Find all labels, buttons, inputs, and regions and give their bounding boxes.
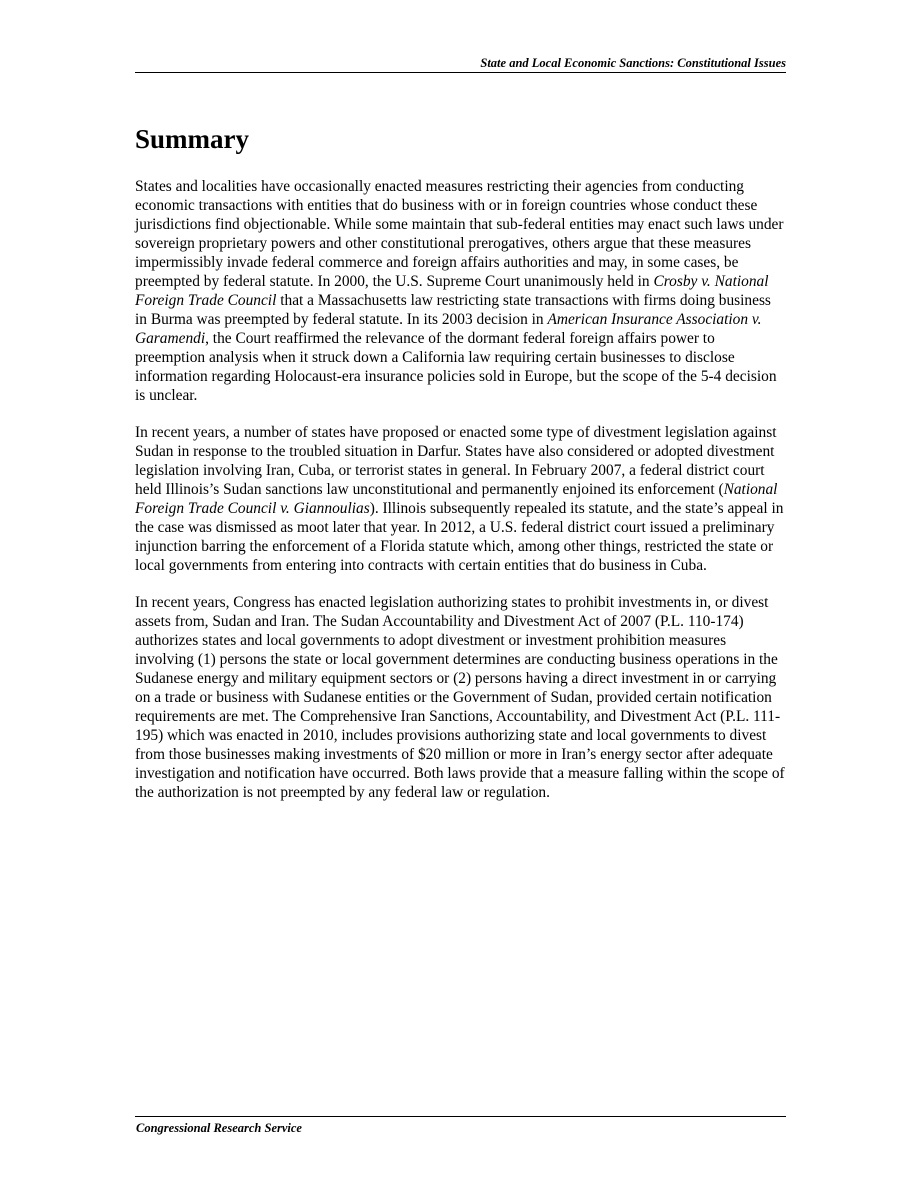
paragraph-text: In recent years, a number of states have proposed or enacted some type of divestment legislation against Sudan in response to the troubled situation in Darfur. States have also considered or adopted divestment legislation involving Iran, Cuba, or terrorist states in general. In February 2007, a federal district court held Illinois’s Sudan sanctions law unconstitutional and permanently enjoined its enforcement ( <box>135 424 777 498</box>
summary-body <box>135 177 786 820</box>
paragraph-text: States and localities have occasionally enacted measures restricting their agencies from conducting economic transactions with entities that do business with or in foreign countries whose conduct these jurisdictions find objectionable. While some maintain that sub-federal entities may enact such laws under sovereign proprietary powers and other constitutional prerogatives, others argue that these measures impermissibly invade federal commerce and foreign affairs authorities and may, in some cases, be preempted by federal statute. In 2000, the U.S. Supreme Court unanimously held in <box>135 178 784 290</box>
running-footer: Congressional Research Service <box>136 1121 302 1135</box>
case-citation-giannoulias: National Foreign Trade Council v. Giannoulias <box>135 481 778 517</box>
case-citation-garamendi: American Insurance Association v. Garamendi <box>135 311 762 347</box>
paragraph-text: that a Massachusetts law restricting state transactions with firms doing business in Burma was preempted by federal statute. In its 2003 decision in <box>135 292 771 328</box>
header-rule <box>135 72 786 73</box>
case-citation-crosby: Crosby v. National Foreign Trade Council <box>135 273 769 309</box>
summary-paragraph-2 <box>135 423 786 575</box>
paragraph-text: ). Illinois subsequently repealed its statute, and the state’s appeal in the case was dismissed as moot later that year. In 2012, a U.S. federal district court issued a preliminary injunction barring the enforcement of a Florida statute which, among other things, restricted the state or local governments from entering into contracts with certain entities that do business in Cuba. <box>135 500 784 574</box>
running-header: State and Local Economic Sanctions: Constitutional Issues <box>480 56 786 70</box>
footer-rule <box>135 1116 786 1117</box>
page-title: Summary <box>135 124 249 154</box>
summary-paragraph-1 <box>135 177 786 405</box>
paragraph-text: , the Court reaffirmed the relevance of the dormant federal foreign affairs power to preemption analysis when it struck down a California law requiring certain businesses to disclose information regarding Holocaust-era insurance policies sold in Europe, but the scope of the 5-4 decision is unclear. <box>135 330 777 404</box>
summary-paragraph-3: In recent years, Congress has enacted legislation authorizing states to prohibit investments in, or divest assets from, Sudan and Iran. The Sudan Accountability and Divestment Act of 2007 (P.L. 110-174) authorizes states and local governments to adopt divestment or investment prohibition measures involving (1) persons the state or local government determines are conducting business operations in the Sudanese energy and military equipment sectors or (2) persons having a direct investment in or carrying on a trade or business with Sudanese entities or the Government of Sudan, provided certain notification requirements are met. The Comprehensive Iran Sanctions, Accountability, and Divestment Act (P.L. 111-195) which was enacted in 2010, includes provisions authorizing state and local governments to divest from those businesses making investments of $20 million or more in Iran’s energy sector after adequate investigation and notification have occurred. Both laws provide that a measure falling within the scope of the authorization is not preempted by any federal law or regulation. <box>135 594 785 801</box>
